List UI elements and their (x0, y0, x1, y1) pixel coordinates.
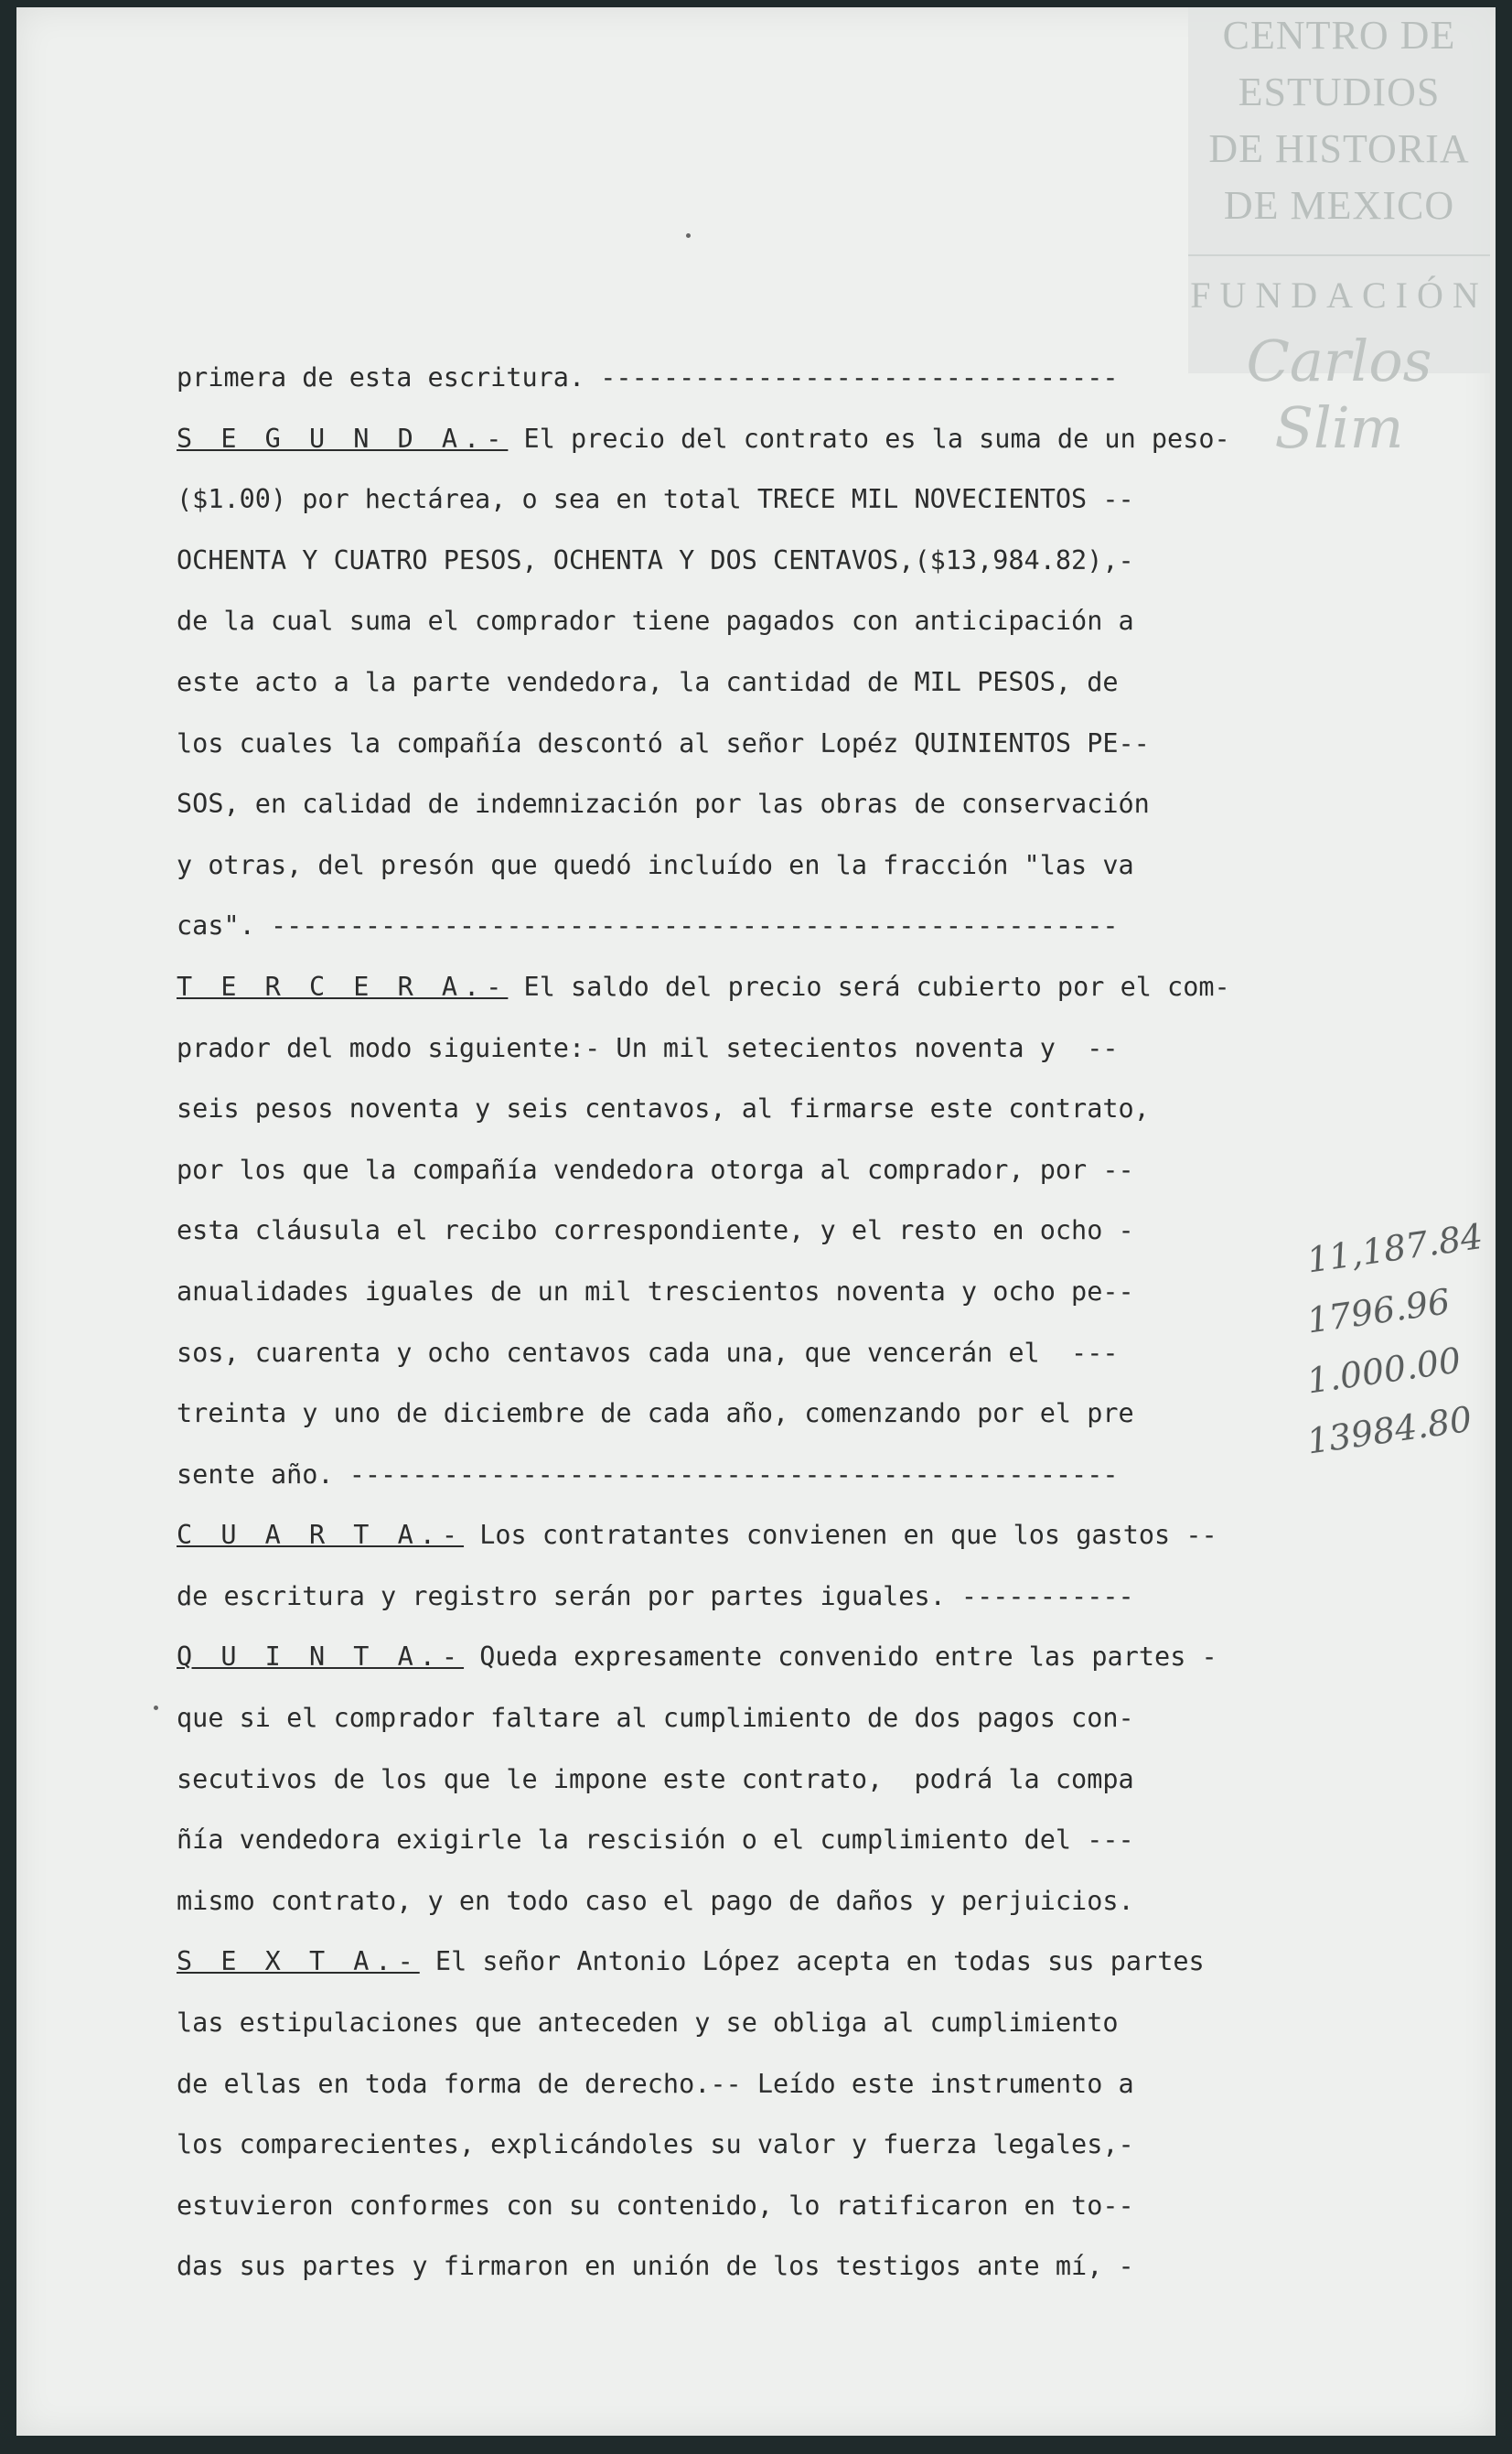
watermark-line: DE HISTORIA (1208, 126, 1470, 171)
document-line (177, 1932, 1347, 1993)
document-line (177, 1079, 1347, 1140)
line-text: los comparecientes, explicándoles su valor y fuerza legales,- (177, 2129, 1134, 2160)
document-line (177, 531, 1347, 592)
document-line (177, 1140, 1347, 1201)
handwritten-margin-notes (1304, 1215, 1512, 1462)
clause-heading: S E X T A.- (177, 1946, 420, 1977)
line-text: El saldo del precio será cubierto por el com- (508, 971, 1230, 1002)
document-line (177, 1505, 1347, 1566)
line-text: los cuales la compañía descontó al señor Lopéz QUINIENTOS PE-- (177, 727, 1150, 759)
line-text: este acto a la parte vendedora, la cantidad de MIL PESOS, de (177, 666, 1119, 697)
document-line (177, 1566, 1347, 1628)
paper-speck (154, 1706, 158, 1710)
document-line (177, 1688, 1347, 1749)
document-line (177, 1018, 1347, 1080)
line-text: prador del modo siguiente:- Un mil setecientos noventa y -- (177, 1032, 1119, 1063)
document-line (177, 714, 1347, 775)
line-text: El precio del contrato es la suma de un peso- (508, 423, 1230, 454)
document-page (16, 7, 1496, 2436)
document-line (177, 652, 1347, 714)
line-text: SOS, en calidad de indemnización por las obras de conservación (177, 789, 1150, 820)
document-line (177, 2115, 1347, 2176)
watermark-foundation: FUNDACIÓN (1188, 254, 1490, 318)
line-text: secutivos de los que le impone este contrato, podrá la compa (177, 1763, 1134, 1794)
document-line (177, 2176, 1347, 2237)
document-body (177, 348, 1347, 2298)
document-line (177, 774, 1347, 835)
line-text: mismo contrato, y en todo caso el pago de daños y perjuicios. (177, 1885, 1134, 1916)
line-text: seis pesos noventa y seis centavos, al firmarse este contrato, (177, 1093, 1150, 1125)
document-line (177, 1383, 1347, 1445)
document-line (177, 1200, 1347, 1262)
line-text: de escritura y registro serán por partes iguales. ----------- (177, 1580, 1134, 1611)
document-line (177, 896, 1347, 957)
paper-speck (686, 233, 691, 238)
watermark-line: CENTRO DE (1222, 13, 1456, 58)
clause-heading: Q U I N T A.- (177, 1641, 465, 1673)
line-text: Los contratantes convienen en que los gastos -- (464, 1520, 1217, 1551)
margin-note: 11,187.84 (1304, 1215, 1485, 1281)
document-line (177, 957, 1347, 1018)
document-line (177, 1445, 1347, 1506)
margin-note: 1796.96 (1304, 1281, 1453, 1341)
document-line (177, 591, 1347, 652)
document-line (177, 1323, 1347, 1384)
watermark-line: DE MEXICO (1223, 183, 1455, 228)
document-line (177, 348, 1347, 409)
line-text: las estipulaciones que anteceden y se obliga al cumplimiento (177, 2007, 1119, 2039)
line-text: que si el comprador faltare al cumplimiento de dos pagos con- (177, 1703, 1134, 1734)
clause-heading: T E R C E R A.- (177, 971, 509, 1002)
line-text: primera de esta escritura. --------------------------------- (177, 362, 1119, 393)
watermark-signature: Carlos Slim (1246, 328, 1432, 461)
line-text: y otras, del presón que quedó incluído en la fracción "las va (177, 849, 1134, 880)
line-text: El señor Antonio López acepta en todas sus partes (419, 1946, 1205, 1977)
line-text: esta cláusula el recibo correspondiente, y el resto en ocho - (177, 1215, 1134, 1246)
line-text: Queda expresamente convenido entre las partes - (464, 1641, 1217, 1673)
document-line (177, 1810, 1347, 1871)
line-text: das sus partes y firmaron en unión de los testigos ante mí, - (177, 2251, 1134, 2282)
line-text: treinta y uno de diciembre de cada año, comenzando por el pre (177, 1398, 1134, 1429)
line-text: de la cual suma el comprador tiene pagados con anticipación a (177, 606, 1134, 637)
line-text: ($1.00) por hectárea, o sea en total TRECE MIL NOVECIENTOS -- (177, 484, 1134, 515)
watermark-line: ESTUDIOS (1238, 70, 1441, 114)
line-text: estuvieron conformes con su contenido, lo ratificaron en to-- (177, 2190, 1134, 2221)
archive-watermark (1188, 7, 1490, 461)
clause-heading: C U A R T A.- (177, 1520, 465, 1551)
document-line (177, 1749, 1347, 1811)
document-line (177, 835, 1347, 897)
margin-note: 1.000.00 (1304, 1340, 1464, 1402)
line-text: de ellas en toda forma de derecho.-- Leído este instrumento a (177, 2068, 1134, 2099)
document-line (177, 2054, 1347, 2115)
line-text: por los que la compañía vendedora otorga al comprador, por -- (177, 1154, 1134, 1185)
line-text: sos, cuarenta y ocho centavos cada una, que vencerán el --- (177, 1337, 1119, 1368)
line-text: cas". ------------------------------------------------------ (177, 910, 1119, 942)
document-line (177, 2236, 1347, 2298)
clause-heading: S E G U N D A.- (177, 423, 509, 454)
document-line (177, 469, 1347, 531)
margin-note: 13984.80 (1304, 1398, 1474, 1462)
line-text: anualidades iguales de un mil trescientos noventa y ocho pe-- (177, 1275, 1134, 1307)
document-line (177, 1627, 1347, 1688)
document-line (177, 1871, 1347, 1932)
line-text: sente año. ------------------------------------------------- (177, 1458, 1119, 1490)
document-line (177, 409, 1347, 470)
line-text: OCHENTA Y CUATRO PESOS, OCHENTA Y DOS CENTAVOS,($13,984.82),- (177, 544, 1134, 576)
document-line (177, 1262, 1347, 1323)
line-text: ñía vendedora exigirle la rescisión o el cumplimiento del --- (177, 1824, 1134, 1856)
document-line (177, 1993, 1347, 2054)
